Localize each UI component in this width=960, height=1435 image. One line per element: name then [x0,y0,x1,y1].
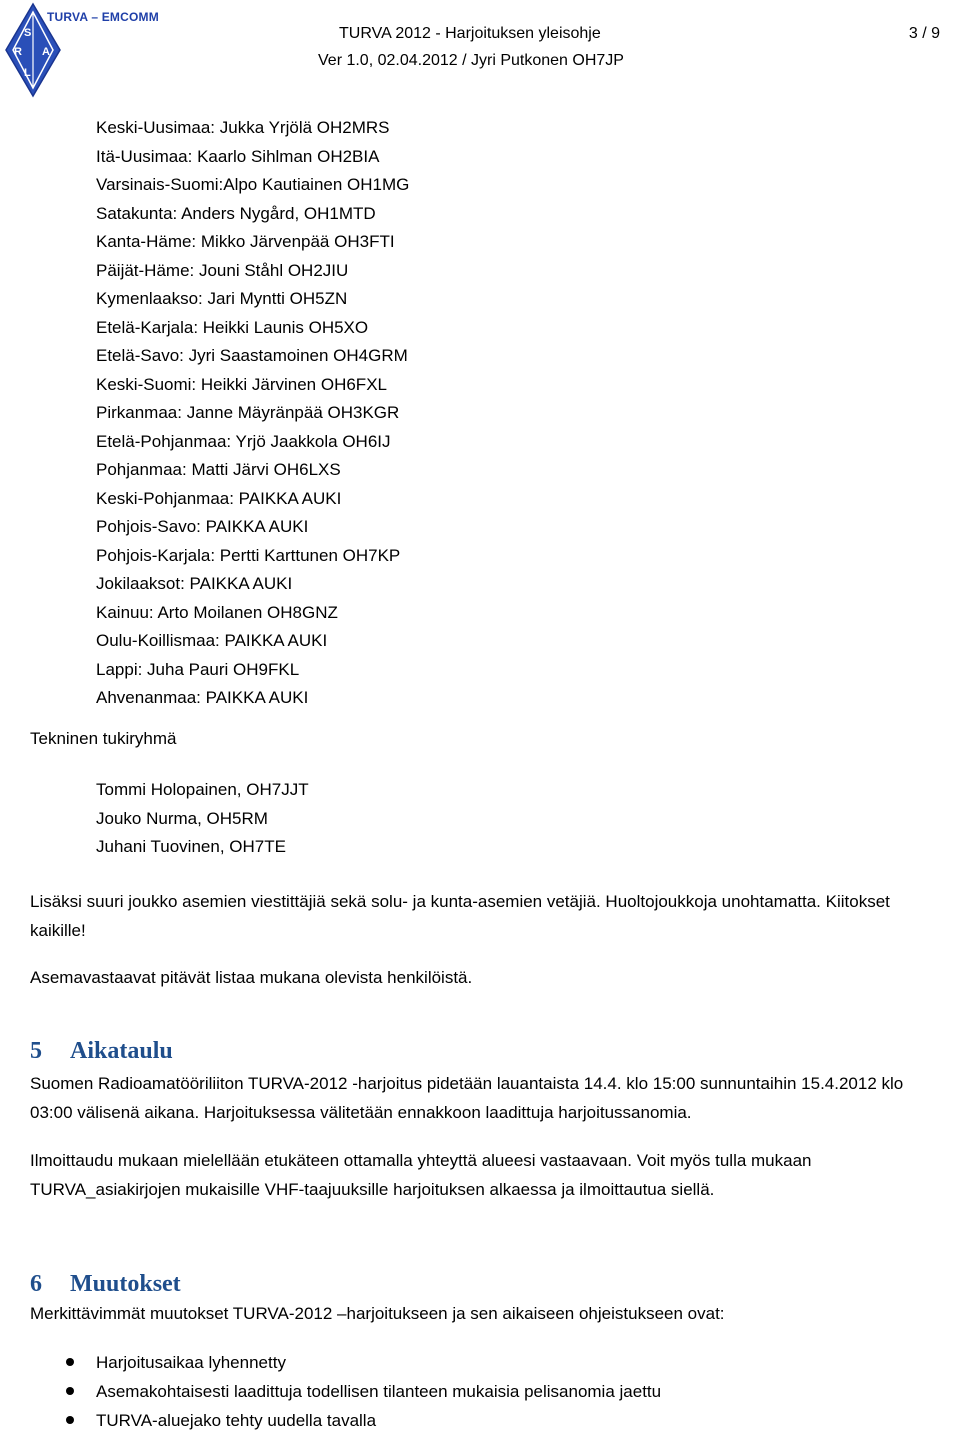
section-heading-changes [30,1271,181,1298]
changes-list [60,1348,661,1435]
list-item: Ahvenanmaa: PAIKKA AUKI [96,688,309,707]
list-item: Etelä-Pohjanmaa: Yrjö Jaakkola OH6IJ [96,431,391,451]
schedule-paragraph-2: Ilmoittaudu mukaan mielellään etukäteen ottamalla yhteyttä alueesi vastaavaan. Voit myös tulla mukaan TURVA_asiakirjojen mukaisille VHF-taajuuksille harjoituksen alkaessa ja ilmoittautua siellä. [30,1151,812,1199]
list-item: Kainuu: Arto Moilanen OH8GNZ [96,602,338,622]
section-title: Muutokset [70,1271,181,1297]
list-item: Satakunta: Anders Nygård, OH1MTD [96,203,376,223]
list-item: Juhani Tuovinen, OH7TE [96,837,286,856]
list-item: Päijät-Häme: Jouni Ståhl OH2JIU [96,260,349,280]
list-item-text: Harjoitusaikaa lyhennetty [96,1353,286,1372]
list-item: Etelä-Savo: Jyri Saastamoinen OH4GRM [96,346,408,365]
list-item: Pohjois-Karjala: Pertti Karttunen OH7KP [96,545,401,565]
list-item-text: TURVA-aluejako tehty uudella tavalla [96,1411,377,1430]
list-item: Lappi: Juha Pauri OH9FKL [96,659,300,679]
section-number: 6 [30,1271,42,1297]
station-paragraph: Asemavastaavat pitävät listaa mukana olevista henkilöistä. [30,968,473,987]
thanks-paragraph: Lisäksi suuri joukko asemien viestittäjiä sekä solu- ja kunta-asemien vetäjiä. Huoltojoukkoja unohtamatta. Kiitokset kaikille! [30,892,890,940]
list-item: Tommi Holopainen, OH7JJT [96,780,309,799]
list-item: Itä-Uusimaa: Kaarlo Sihlman OH2BIA [96,146,380,166]
list-item: Jouko Nurma, OH5RM [96,808,268,828]
header-version: Ver 1.0, 02.04.2012 / Jyri Putkonen OH7JP [318,52,624,69]
logo-letter-l: L [24,67,31,79]
list-item: Varsinais-Suomi:Alpo Kautiainen OH1MG [96,175,410,194]
section-title: Aikataulu [70,1038,173,1064]
list-item: Keski-Uusimaa: Jukka Yrjölä OH2MRS [96,118,390,137]
region-contacts-list [96,114,409,713]
support-group-members [96,776,309,862]
list-item: Pohjanmaa: Matti Järvi OH6LXS [96,460,341,479]
schedule-paragraph-1: Suomen Radioamatööriliiton TURVA-2012 -harjoitus pidetään lauantaista 14.4. klo 15:00 sunnuntaihin 15.4.2012 klo 03:00 välisenä aikana. Harjoituksessa välitetään ennakkoon laadittuja harjoitussanomia. [30,1074,904,1122]
bullet-icon [66,1416,74,1424]
section-heading-schedule [30,1038,173,1065]
list-item: Kanta-Häme: Mikko Järvenpää OH3FTI [96,232,395,251]
header-brand: TURVA – EMCOMM [47,10,159,24]
list-item: Kymenlaakso: Jari Myntti OH5ZN [96,289,348,308]
logo-letter-r: R [14,46,22,58]
logo-letter-a: A [42,46,50,58]
list-item: Oulu-Koillismaa: PAIKKA AUKI [96,631,328,650]
list-item-text: Asemakohtaisesti laadittuja todellisen tilanteen mukaisia pelisanomia jaettu [96,1382,662,1401]
page-number: 3 / 9 [908,25,940,42]
page-header [0,0,960,100]
list-item: Pirkanmaa: Janne Mäyränpää OH3KGR [96,403,400,422]
list-item [60,1377,661,1406]
list-item: Pohjois-Savo: PAIKKA AUKI [96,517,309,536]
list-item [60,1348,661,1377]
bullet-icon [66,1358,74,1366]
list-item: Jokilaaksot: PAIKKA AUKI [96,574,293,593]
list-item: Keski-Suomi: Heikki Järvinen OH6FXL [96,374,387,394]
list-item: Etelä-Karjala: Heikki Launis OH5XO [96,317,369,337]
header-title: TURVA 2012 - Harjoituksen yleisohje [339,25,601,42]
changes-intro: Merkittävimmät muutokset TURVA-2012 –harjoitukseen ja sen aikaiseen ohjeistukseen ovat: [30,1304,725,1323]
list-item: Keski-Pohjanmaa: PAIKKA AUKI [96,488,342,508]
support-group-label: Tekninen tukiryhmä [30,729,177,748]
section-number: 5 [30,1038,42,1064]
logo-letter-s: S [24,27,32,39]
bullet-icon [66,1387,74,1395]
